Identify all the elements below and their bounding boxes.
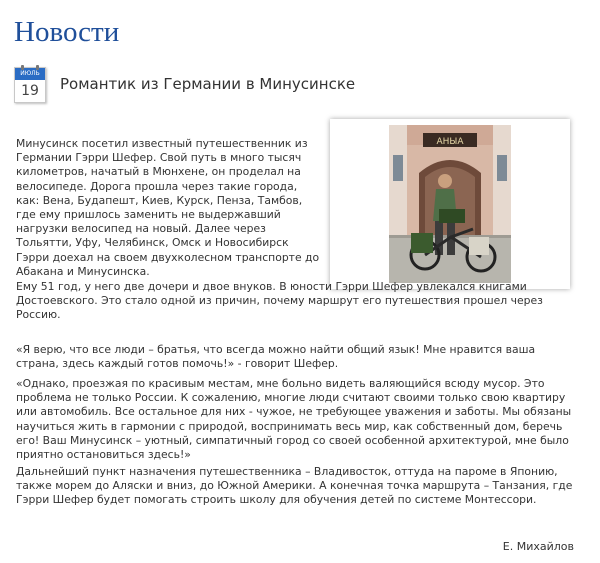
article-quote: «Однако, проезжая по красивым местам, мне больно видеть валяющийся всюду мусор. Это проблема не только России. К сожалению, многие люди считают своими только свою квартиру или автомобиль. Все остальное для них - чужое, не требующее уважения и заботы. Мы обязаны научиться жить в гармонии с природой, воспринимать весь мир, как собственный дом, беречь его! Ваш Минусинск – уютный, симпатичный город со своей особенной архитектурой, мне было приятно остановиться здесь!» [16, 377, 572, 462]
article-author: Е. Михайлов [502, 540, 574, 553]
article-paragraph: Ему 51 год, у него две дочери и двое внуков. В юности Гэрри Шефер увлекался книгами Достоевского. Это стало одной из причин, почему маршрут его путешествия прошел через Россию. [16, 280, 543, 322]
article-paragraph: Дальнейший пункт назначения путешественника – Владивосток, оттуда на пароме в Японию, также морем до Аляски и вниз, до Южной Америки. А конечная точка маршрута – Танзания, где Гэрри Шефер будет помогать строить школу для обучения детей по системе Монтессори. [16, 465, 573, 507]
article-photo-frame [330, 119, 570, 289]
calendar-date-icon [14, 67, 46, 103]
article-quote: «Я верю, что все люди – братья, что всегда можно найти общий язык! Мне нравится ваша страна, здесь каждый готов помочь!» - говорит Шефер. [16, 343, 536, 371]
photo-person-head [438, 174, 452, 188]
photo-bike-bag-front [469, 237, 489, 255]
article-photo [389, 125, 511, 283]
photo-sign-text: АНЫА [436, 137, 464, 147]
photo-bike-bag-rear [411, 233, 433, 253]
date-month: ИЮЛЬ [15, 68, 45, 80]
calendar-ring-left [21, 65, 24, 70]
article-title: Романтик из Германии в Минусинске [60, 75, 356, 93]
calendar-ring-right [36, 65, 39, 70]
article-paragraph: Минусинск посетил известный путешественник из Германии Гэрри Шефер. Свой путь в много тысяч километров, начатый в Мюнхене, он проделал на велосипеде. Дорога прошла через такие города, как: Вена, Будапешт, Киев, Курск, Пенза, Тамбов, где ему пришлось заменить не выдержавший нагрузки велосипед на новый. Далее через Тольятти, Уфу, Челябинск, Омск и Новосибирск Гэрри доехал на своем двухколесном транспорте до Абакана и Минусинска. [16, 137, 320, 278]
date-day: 19 [21, 83, 39, 99]
page-title: Новости [14, 16, 120, 48]
